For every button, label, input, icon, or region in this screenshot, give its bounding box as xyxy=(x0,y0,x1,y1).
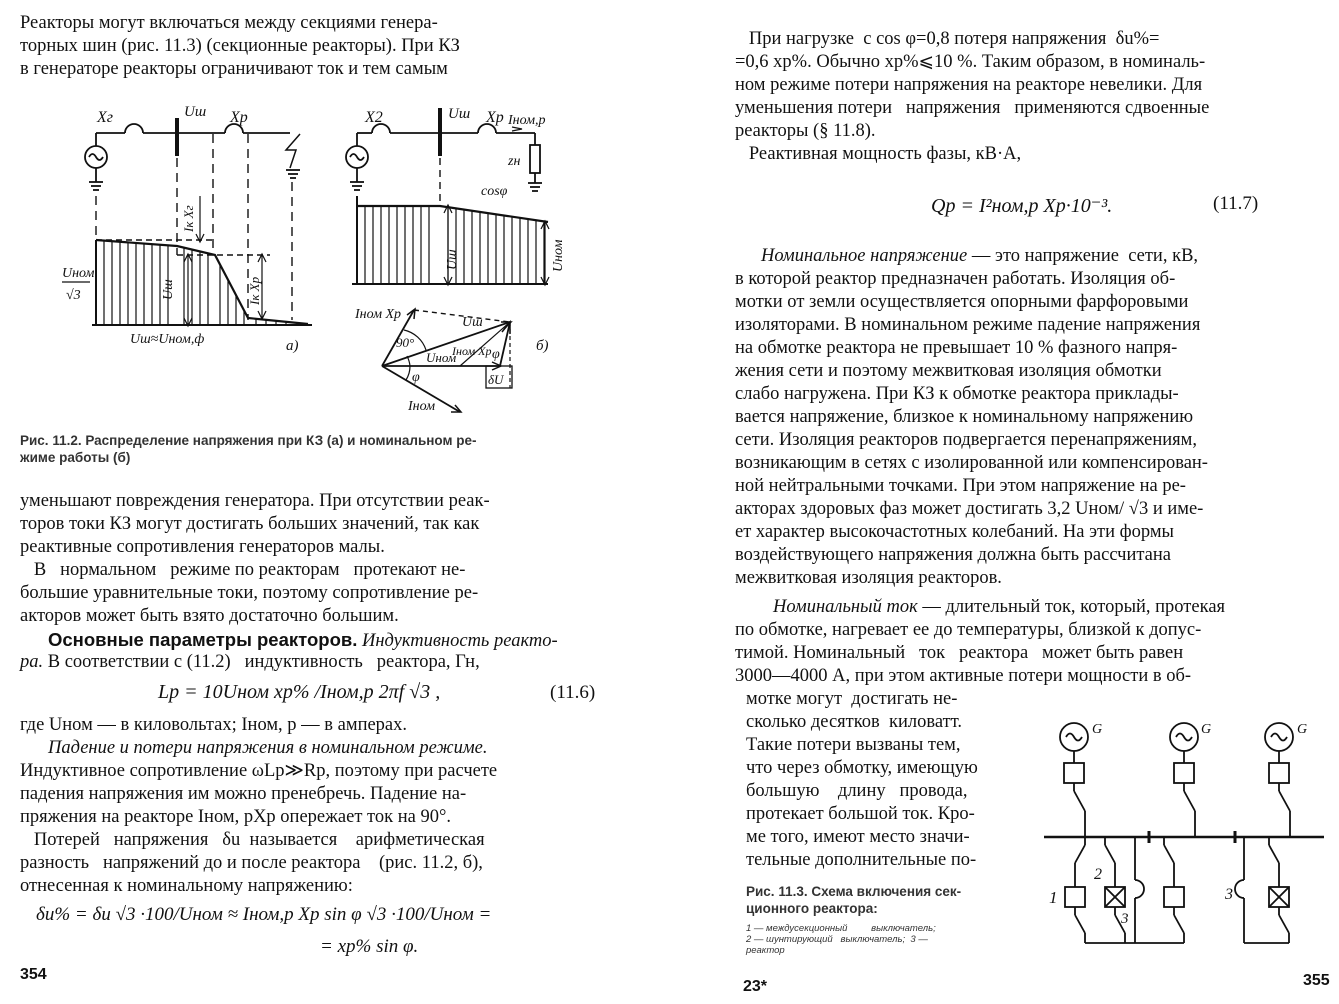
label-ik-xg: Iк Xг xyxy=(181,205,196,232)
label-x2: X2 xyxy=(365,109,383,126)
params-heading-italic: Индуктивность реакто- xyxy=(362,631,558,651)
formula-du-2: = xр% sin φ. xyxy=(320,936,419,957)
label-unom-side: Uном xyxy=(551,239,566,272)
text-line: 3000—4000 А, при этом активные потери мощности в об- xyxy=(735,666,1192,686)
text-line: разность напряжений до и после реактора (рис. 11.2, б), xyxy=(20,853,483,873)
text-line: мотки от земли осуществляется опорными фарфоровыми xyxy=(735,292,1189,312)
figure-caption: жиме работы (б) xyxy=(20,450,131,465)
text-line: В нормальном режиме по реакторам протекают не- xyxy=(20,560,466,580)
page-number: 354 xyxy=(20,966,47,983)
label-delta-u: δU xyxy=(488,372,504,387)
text-line: При нагрузке с cos φ=0,8 потеря напряжения δu%= xyxy=(735,29,1160,49)
section-heading xyxy=(48,628,558,653)
text-line: тельные дополнительные по- xyxy=(746,850,977,870)
text-line: пряжения на реакторе Iном, рXр опережает ток на 90°. xyxy=(20,807,452,827)
label-ik-xp: Iк Xр xyxy=(247,276,262,305)
text-line: в генераторе реакторы ограничивают ток и тем самым xyxy=(20,59,448,79)
text-line: реакторы (§ 11.8). xyxy=(735,121,876,141)
formula-du-1: δu% = δu √3 ·100/Uном ≈ Iном,р Xр sin φ √3 ·100/Uном = xyxy=(36,904,492,925)
label-unom-vec: Uном xyxy=(426,350,457,365)
label-inom: Iном xyxy=(408,399,436,414)
text-line: ной нейтральными точками. При этом напряжение на ре- xyxy=(735,476,1186,496)
label-inom-xp-vec: Iном Xр xyxy=(452,344,492,358)
label-xg: Xг xyxy=(97,109,114,126)
figure-11-2 xyxy=(0,0,669,430)
text-line: торов токи КЗ могут достигать больших значений, так как xyxy=(20,514,480,534)
text-line: мотке могут достигать не- xyxy=(746,689,958,709)
signature-mark: 23* xyxy=(743,978,768,995)
label-g: G xyxy=(1297,722,1308,737)
text-line: акторах здоровых фаз может достигать 3,2 Uном/ √3 и име- xyxy=(735,499,1204,519)
text-line: падения напряжения им можно пренебречь. Падение на- xyxy=(20,784,467,804)
label-inom-p: Iном,р xyxy=(508,113,546,128)
label-ush-mid-b: Uш xyxy=(445,249,460,270)
label-phi-1: φ xyxy=(412,370,420,385)
text-line: тимой. Номинальный ток реактора может быть равен xyxy=(735,643,1184,663)
label-unom-den: √3 xyxy=(66,288,81,303)
text-line: Реактивная мощность фазы, кВ·А, xyxy=(735,144,1022,164)
text-line: изоляторами. В номинальном режиме падение напряжения xyxy=(735,315,1201,335)
text-line: акторов может быть взято достаточно большим. xyxy=(20,606,399,626)
text-line: возникающим в сетях с изолированной или компенсирован- xyxy=(735,453,1208,473)
text-line: Потерей напряжения δu называется арифметическая xyxy=(20,830,485,850)
params-heading: Основные параметры реакторов. xyxy=(48,629,358,650)
text-line: отнесенная к номинальному напряжению: xyxy=(20,876,353,896)
label-3: 3 xyxy=(1121,911,1129,927)
text-line: большие уравнительные токи, поэтому сопротивление ре- xyxy=(20,583,479,603)
label-ush-approx: Uш≈Uном,ф xyxy=(130,332,205,347)
text-line: межвитковая изоляция реакторов. xyxy=(735,568,1002,588)
formula-11-6: Lр = 10Uном xр% /Iном,р 2πf √3 , xyxy=(158,681,441,703)
formula-11-7: Qр = I²ном,р Xр·10⁻³. xyxy=(931,195,1113,217)
text-line: Индуктивное сопротивление ωLр≫Rр, поэтому при расчете xyxy=(20,761,498,781)
label-2: 2 xyxy=(1094,866,1102,883)
text-line: =0,6 xр%. Обычно xр%⩽10 %. Таким образом, в номиналь- xyxy=(735,52,1206,72)
text-line: уменьшения потери напряжения применяются сдвоенные xyxy=(735,98,1210,118)
text-line: ет характер высокочастотных колебаний. На эти формы xyxy=(735,522,1174,542)
text-line: протекает большой ток. Кро- xyxy=(746,804,975,824)
label-unom-num: Uном xyxy=(62,266,95,281)
label-cosphi: cosφ xyxy=(481,184,508,199)
label-3: 3 xyxy=(1225,886,1233,903)
figure-legend: 2 — шунтирующий выключатель; 3 — xyxy=(746,934,928,945)
label-ush: Uш xyxy=(184,104,207,120)
text-line: Реакторы могут включаться между секциями генера- xyxy=(20,13,438,33)
text-line: что через обмотку, имеющую xyxy=(746,758,978,778)
text-line: большую длину провода, xyxy=(746,781,968,801)
label-inom-xp: Iном Xр xyxy=(355,307,402,322)
right-page xyxy=(669,0,1339,1004)
figure-caption: ционного реактора: xyxy=(746,901,878,916)
figure-caption: Рис. 11.3. Схема включения сек- xyxy=(746,884,962,899)
label-g: G xyxy=(1201,722,1212,737)
text-line: по обмотке, нагревает ее до температуры, близкой к допус- xyxy=(735,620,1202,640)
tag-a: а) xyxy=(286,338,299,354)
text-line: Номинальное напряжение — это напряжение сети, кВ, xyxy=(761,246,1199,266)
figure-legend: 1 — междусекционный выключатель; xyxy=(746,923,936,934)
text-line: Номинальный ток — длительный ток, который, протекая xyxy=(773,597,1226,617)
text-line: слабо нагружена. При КЗ к обмотке реактора приклады- xyxy=(735,384,1179,404)
label-xp: Xр xyxy=(230,109,248,126)
text-line: где Uном — в киловольтах; Iном, р — в амперах. xyxy=(20,715,408,735)
text-line: реактивные сопротивления генераторов малы. xyxy=(20,537,385,557)
page-number: 355 xyxy=(1303,972,1330,989)
equation-number: (11.7) xyxy=(1213,193,1259,214)
text-line: ра. В соответствии с (11.2) индуктивность реактора, Гн, xyxy=(20,652,480,672)
label-ush-vec: Uш xyxy=(462,315,483,330)
label-g: G xyxy=(1092,722,1103,737)
label-ush-mid-a: Uш xyxy=(161,279,176,300)
label-1: 1 xyxy=(1049,888,1058,907)
text-line: ме того, имеют место значи- xyxy=(746,827,970,847)
text-line: в которой реактор предназначен работать. Изоляция об- xyxy=(735,269,1176,289)
text-line: уменьшают повреждения генератора. При отсутствии реак- xyxy=(20,491,490,511)
text-line: ном режиме потери напряжения на реакторе невелики. Для xyxy=(735,75,1203,95)
text-line: жения сети и поэтому межвитковая изоляция обмотки xyxy=(735,361,1162,381)
text-line: Такие потери вызваны тем, xyxy=(746,735,961,755)
label-90deg: 90° xyxy=(396,335,415,350)
figure-caption: Рис. 11.2. Распределение напряжения при КЗ (а) и номинальном ре- xyxy=(20,433,477,448)
section-heading: Падение и потери напряжения в номинальном режиме. xyxy=(48,738,488,758)
figure-legend: реактор xyxy=(746,945,785,956)
label-ush-b: Uш xyxy=(448,106,471,122)
label-zn: zн xyxy=(508,154,521,169)
text-line: вается напряжение, близкое к номинальному напряжению xyxy=(735,407,1194,427)
label-xp-b: Xр xyxy=(486,109,504,126)
left-page xyxy=(0,0,669,1004)
equation-number: (11.6) xyxy=(550,682,596,703)
label-phi-2: φ xyxy=(492,347,500,362)
text-line: сети. Изоляция реакторов подвергается перенапряжениям, xyxy=(735,430,1197,450)
text-line: сколько десятков киловатт. xyxy=(746,712,963,732)
text-line: торных шин (рис. 11.3) (секционные реакторы). При КЗ xyxy=(20,36,460,56)
text-line: на обмотке реактора не превышает 10 % фазного напря- xyxy=(735,338,1178,358)
tag-b: б) xyxy=(536,338,549,354)
text-line: воздействующего напряжения должна быть рассчитана xyxy=(735,545,1172,565)
figure-11-3 xyxy=(1039,715,1329,975)
